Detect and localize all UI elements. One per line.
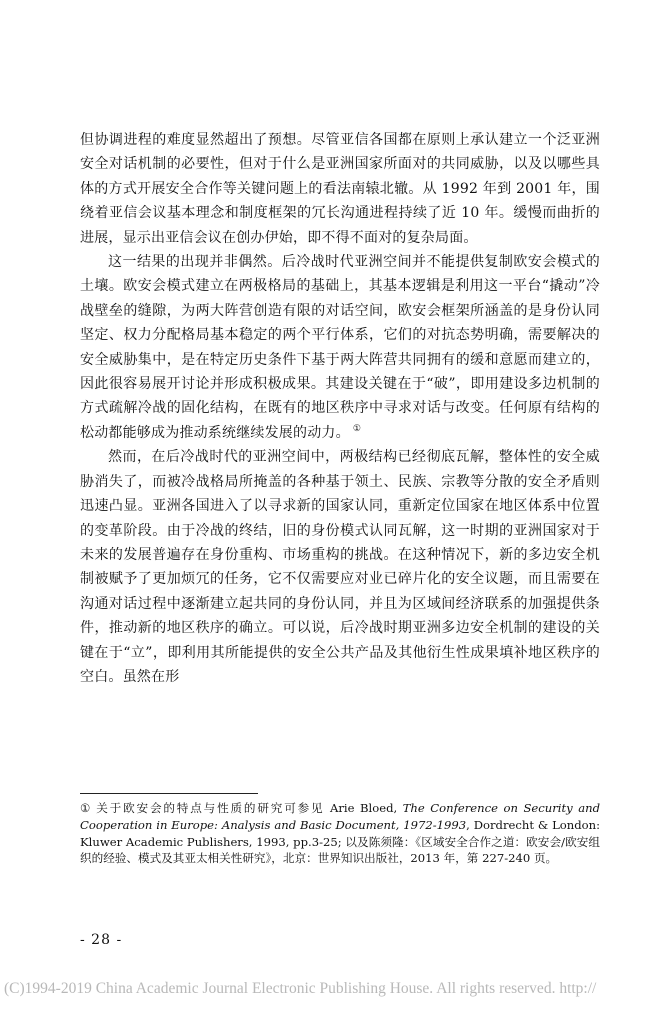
paragraph-2 <box>80 250 600 445</box>
paragraph-1: 但协调进程的难度显然超出了预想。尽管亚信各国都在原则上承认建立一个泛亚洲安全对话机制的必要性，但对于什么是亚洲国家所面对的共同威胁，以及以哪些具体的方式开展安全合作等关键问题上的看法南辕北辙。从 1992 年到 2001 年，围绕着亚信会议基本理念和制度框架的冗长沟通进程持续了近 10 年。缓慢而曲折的进展，显示出亚信会议在创办伊始，即不得不面对的复杂局面。 <box>80 132 600 246</box>
body-text <box>80 128 600 689</box>
footnote-book-title: The Conference on Security and Cooperation in Europe: Analysis and Basic Document, 1972-1993 <box>80 801 600 832</box>
footnote-divider <box>80 793 258 794</box>
copyright-watermark: (C)1994-2019 China Academic Journal Electronic Publishing House. All rights reserved. http:// <box>4 980 597 997</box>
footnote-text-2: , Dordrecht & London: Kluwer Academic Publishers, 1993, pp.3-25; 以及陈须隆：《区域安全合作之道：欧安会/欧安组织的经验、模式及其亚太相关性研究》，北京：世界知识出版社，2013 年，第 227-240 页。 <box>80 817 600 866</box>
paragraph-2-text: 这一结果的出现并非偶然。后冷战时代亚洲空间并不能提供复制欧安会模式的土壤。欧安会模式建立在两极格局的基础上，其基本逻辑是利用这一平台“撬动”冷战壁垒的缝隙，为两大阵营创造有限的对话空间，欧安会框架所涵盖的是身份认同坚定、权力分配格局基本稳定的两个平行体系，它们的对抗态势明确，需要解决的安全威胁集中，是在特定历史条件下基于两大阵营共同拥有的缓和意愿而建立的，因此很容易展开讨论并形成积极成果。其建设关键在于“破”，即用建设多边机制的方式疏解冷战的固化结构，在既有的地区秩序中寻求对话与改变。任何原有结构的松动都能够成为推动系统继续发展的动力。 <box>80 254 600 441</box>
footnote <box>80 800 600 867</box>
footnote-text-1: 关于欧安会的特点与性质的研究可参见 Arie Bloed, <box>96 801 403 815</box>
paragraph-3: 然而，在后冷战时代的亚洲空间中，两极结构已经彻底瓦解，整体性的安全威胁消失了，而被冷战格局所掩盖的各种基于领土、民族、宗教等分散的安全矛盾则迅速凸显。亚洲各国进入了以寻求新的国家认同，重新定位国家在地区体系中位置的变革阶段。由于冷战的终结，旧的身份模式认同瓦解，这一时期的亚洲国家对于未来的发展普遍存在身份重构、市场重构的挑战。在这种情况下，新的多边安全机制被赋予了更加烦冗的任务，它不仅需要应对业已碎片化的安全议题，而且需要在沟通对话过程中逐渐建立起共同的身份认同，并且为区域间经济联系的加强提供条件，推动新的地区秩序的确立。可以说，后冷战时期亚洲多边安全机制的建设的关键在于“立”，即利用其所能提供的安全公共产品及其他衍生性成果填补地区秩序的空白。虽然在形 <box>80 449 600 685</box>
page-number: - 28 - <box>80 932 123 948</box>
footnote-reference[interactable]: ① <box>352 423 362 434</box>
footnote-mark: ① <box>80 801 93 815</box>
